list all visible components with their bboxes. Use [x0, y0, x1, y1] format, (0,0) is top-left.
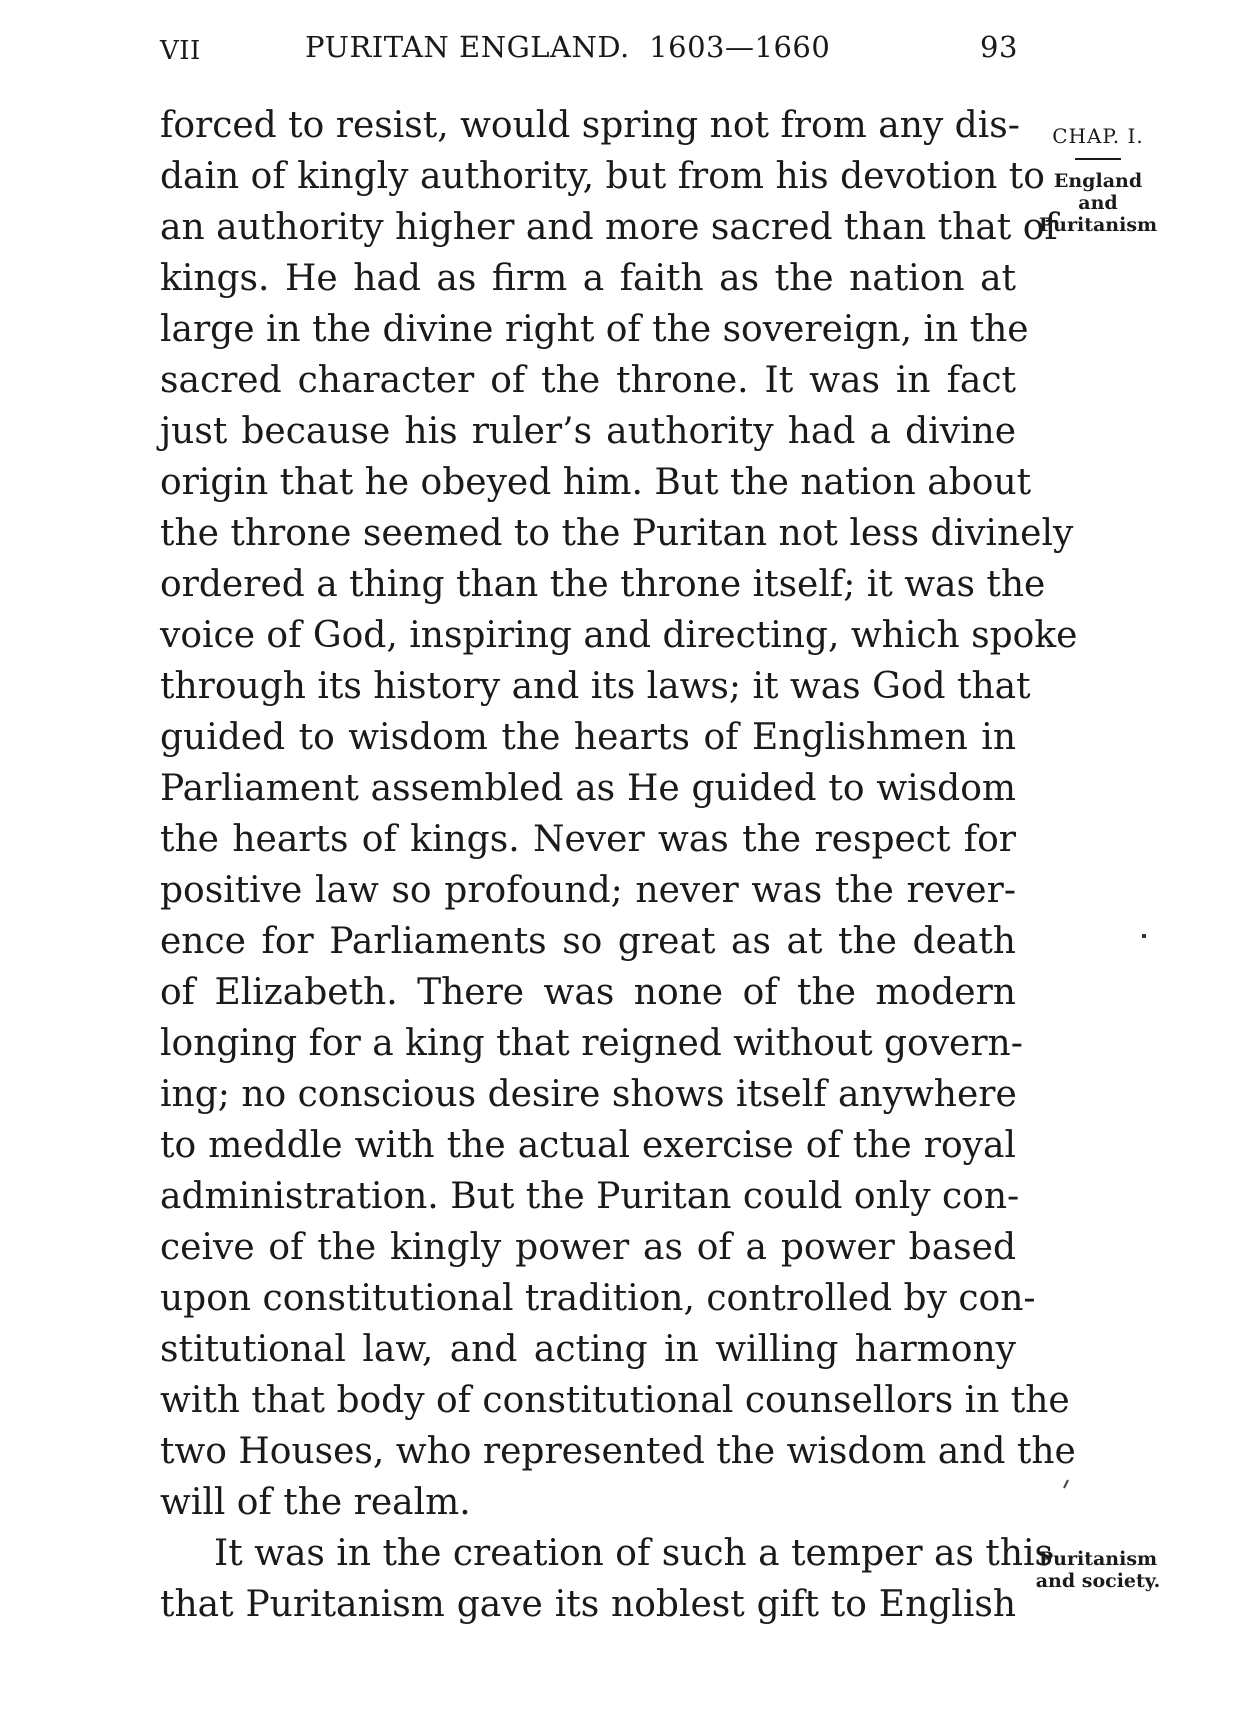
running-head-chapter: VII	[160, 36, 201, 66]
body-line: administration. But the Puritan could only con-	[160, 1176, 1020, 1217]
body-text	[160, 100, 1078, 1630]
body-line: ordered a thing than the throne itself; it was the	[160, 564, 1046, 605]
body-line: that Puritanism gave its noblest gift to English	[160, 1584, 1016, 1625]
body-line: ing; no conscious desire shows itself anywhere	[160, 1074, 1017, 1115]
body-line: voice of God, inspiring and directing, which spoke	[160, 615, 1078, 656]
body-line: an authority higher and more sacred than that of	[160, 207, 1058, 248]
body-line: to meddle with the actual exercise of the royal	[160, 1125, 1016, 1166]
running-head	[160, 30, 1020, 70]
margin-note-line: and society.	[1035, 1570, 1161, 1592]
body-line: the hearts of kings. Never was the respect for	[160, 819, 1016, 860]
margin-note-line: and	[1078, 192, 1118, 214]
body-line: longing for a king that reigned without govern-	[160, 1023, 1023, 1064]
body-line: large in the divine right of the sovereign, in the	[160, 309, 1029, 350]
body-line: dain of kingly authority, but from his devotion to	[160, 156, 1045, 197]
paragraph-start-line: It was in the creation of such a temper as this	[214, 1533, 1054, 1574]
paragraph-end-line: will of the realm.	[160, 1482, 471, 1523]
page-number: 93	[980, 30, 1018, 64]
body-line: Parliament assembled as He guided to wisdom	[160, 768, 1016, 809]
body-line: guided to wisdom the hearts of Englishmen in	[160, 717, 1016, 758]
body-line: origin that he obeyed him. But the nation about	[160, 462, 1032, 503]
body-line: ceive of the kingly power as of a power based	[160, 1227, 1016, 1268]
body-line: positive law so profound; never was the rever-	[160, 870, 1016, 911]
body-line: ence for Parliaments so great as at the death	[160, 921, 1016, 962]
scan-speck	[1064, 1480, 1068, 1488]
body-line: through its history and its laws; it was God that	[160, 666, 1031, 707]
body-line: kings. He had as firm a faith as the nation at	[160, 258, 1016, 299]
body-line: with that body of constitutional counsellors in the	[160, 1380, 1070, 1421]
running-head-title: PURITAN ENGLAND. 1603—1660	[305, 30, 831, 64]
margin-note-line: England	[1053, 170, 1143, 192]
body-line: two Houses, who represented the wisdom and the	[160, 1431, 1076, 1472]
body-line: forced to resist, would spring not from any dis-	[160, 105, 1020, 146]
margin-note-line: Puritanism	[1038, 1548, 1158, 1570]
body-line: just because his ruler’s authority had a divine	[160, 411, 1016, 452]
body-line: sacred character of the throne. It was in fact	[160, 360, 1016, 401]
body-line: upon constitutional tradition, controlled by con-	[160, 1278, 1036, 1319]
body-line: stitutional law, and acting in willing harmony	[160, 1329, 1016, 1370]
margin-chapter-label: CHAP. I.	[1052, 124, 1144, 148]
margin-note-england-and-puritanism	[1024, 170, 1172, 236]
margin-note-line: Puritanism	[1038, 214, 1158, 236]
scan-speck	[1142, 934, 1146, 938]
body-line: of Elizabeth. There was none of the modern	[160, 972, 1016, 1013]
margin-note-puritanism-and-society	[1024, 1548, 1172, 1592]
body-line: the throne seemed to the Puritan not less divinely	[160, 513, 1074, 554]
chapter-rule-divider	[1075, 158, 1121, 160]
